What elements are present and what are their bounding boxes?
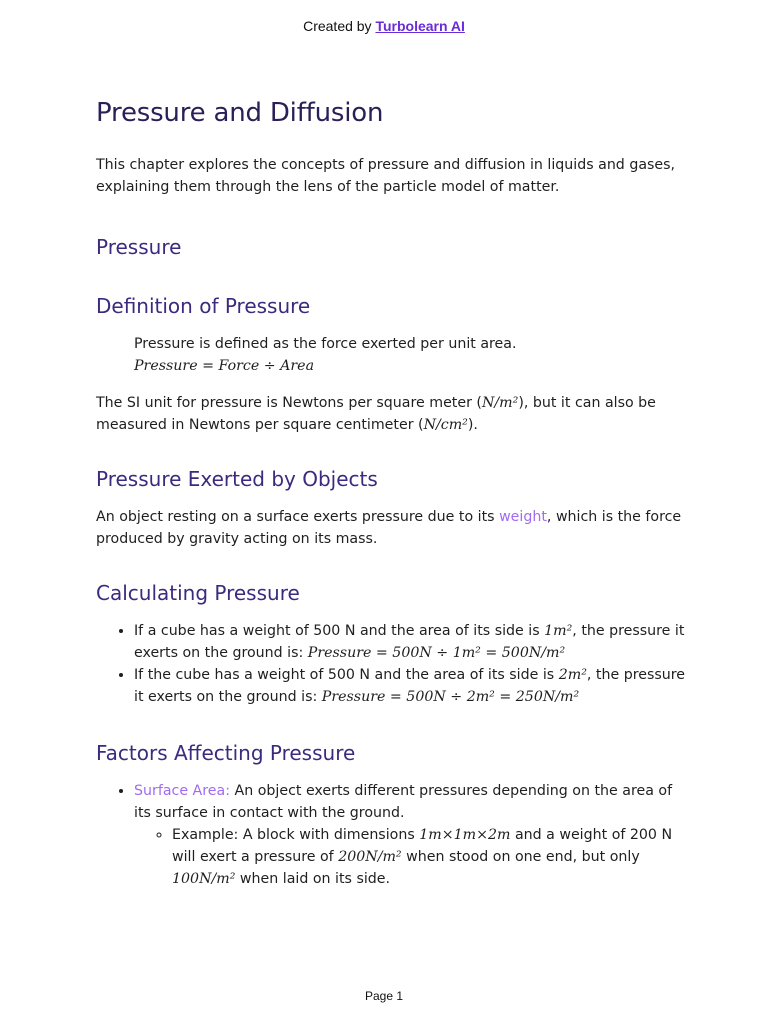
objects-text-1: An object resting on a surface exerts pressure due to its: [96, 509, 500, 525]
example-text: when stood on one end, but only: [401, 849, 640, 865]
objects-paragraph: [96, 506, 686, 550]
calc-formula: Pressure = 500N ÷ 1m² = 500N/m²: [307, 645, 566, 661]
heading-objects: Pressure Exerted by Objects: [96, 467, 378, 491]
definition-formula: Pressure = Force ÷ Area: [134, 358, 315, 374]
page-title: Pressure and Diffusion: [96, 98, 384, 128]
calc-text: , the pressure it exerts on the ground is:: [134, 667, 685, 705]
si-text-3: ).: [467, 417, 478, 433]
example-text: when laid on its side.: [235, 871, 391, 887]
si-unit-paragraph: [96, 392, 686, 436]
objects-text-2: , which is the force produced by gravity acting on its mass.: [96, 509, 682, 547]
list-item: [134, 664, 686, 708]
example-text: and a weight of 200 N will exert a pressure of: [172, 827, 673, 865]
definition-block: [96, 333, 686, 377]
header-prefix: Created by: [303, 18, 376, 34]
calc-text: If the cube has a weight of 500 N and the area of its side is: [134, 667, 559, 683]
si-unit-ncm2: N/cm²: [423, 417, 468, 433]
intro-paragraph: This chapter explores the concepts of pressure and diffusion in liquids and gases, explaining them through the lens of the particle model of matter.: [96, 157, 676, 195]
si-text-1: The SI unit for pressure is Newtons per square meter (: [96, 395, 482, 411]
example-pressure-1: 200N/m²: [338, 849, 402, 865]
calc-formula: Pressure = 500N ÷ 2m² = 250N/m²: [321, 689, 580, 705]
factors-list: [96, 780, 686, 890]
label-surface-area: Surface Area:: [134, 783, 230, 799]
factors-sublist: [134, 824, 686, 890]
calculating-list: [96, 620, 686, 708]
document-content: [96, 98, 686, 890]
example-dims: 1m×1m×2m: [419, 827, 511, 843]
si-unit-nm2: N/m²: [481, 395, 519, 411]
definition-text: Pressure is defined as the force exerted per unit area.: [134, 336, 517, 352]
turbolearn-link[interactable]: Turbolearn AI: [375, 18, 465, 34]
page-number: Page 1: [364, 989, 404, 1003]
calc-text: If a cube has a weight of 500 N and the area of its side is: [134, 623, 545, 639]
example-text: Example: A block with dimensions: [172, 827, 420, 843]
heading-factors: Factors Affecting Pressure: [96, 741, 356, 765]
si-text-2: ), but it can also be measured in Newtons per square centimeter (: [96, 395, 656, 433]
calc-area: 1m²: [544, 623, 573, 639]
list-item: [134, 620, 686, 664]
calc-area: 2m²: [558, 667, 587, 683]
page-header: [0, 18, 768, 34]
list-item: [134, 780, 686, 890]
example-pressure-2: 100N/m²: [172, 871, 236, 887]
keyword-weight: weight: [499, 509, 547, 525]
calc-text: , the pressure it exerts on the ground is:: [134, 623, 685, 661]
heading-definition: Definition of Pressure: [96, 294, 311, 318]
list-item: [172, 824, 686, 890]
heading-calculating: Calculating Pressure: [96, 581, 300, 605]
factor-text: An object exerts different pressures depending on the area of its surface in contact with the ground.: [134, 783, 673, 821]
section-heading-pressure: Pressure: [96, 235, 182, 259]
